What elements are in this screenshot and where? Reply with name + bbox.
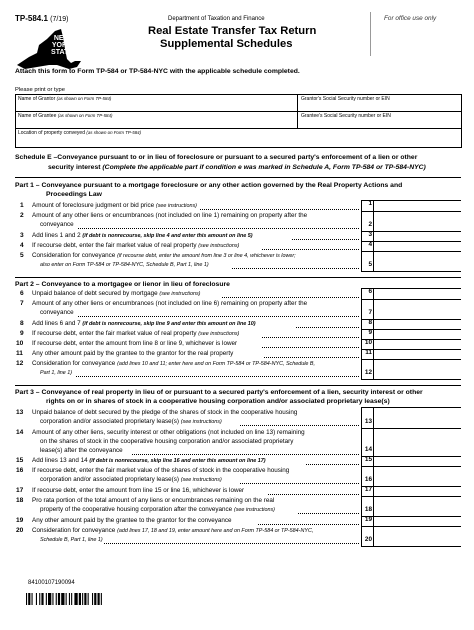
line-7-description: Amount of any other liens or encumbrances (not included on line 6) remaining on property after the bbox=[32, 300, 308, 307]
line-box-label: 19 bbox=[361, 516, 373, 526]
line-11-description: Any other amount paid by the grantee to the grantor for the real property bbox=[32, 350, 234, 357]
grantor-name-label-wrap bbox=[18, 97, 111, 102]
line-4-amount-input[interactable] bbox=[373, 241, 461, 251]
line-14-amount-input[interactable] bbox=[373, 428, 461, 456]
line-5-amount-input[interactable] bbox=[373, 251, 461, 271]
grantor-name-field[interactable] bbox=[15, 95, 297, 111]
line-box-label: 15 bbox=[361, 456, 373, 466]
line-text: corporation and/or associated proprietary lease(s) bbox=[40, 418, 179, 425]
line-1-description bbox=[32, 203, 197, 209]
line-text: Consideration for conveyance bbox=[32, 252, 116, 259]
leader-dots bbox=[264, 357, 359, 358]
line-box-label: 4 bbox=[361, 241, 373, 251]
line-number: 14 bbox=[16, 429, 24, 436]
line-number: 15 bbox=[16, 457, 24, 464]
line-number: 9 bbox=[20, 330, 24, 337]
line-text: Consideration for conveyance bbox=[32, 360, 116, 367]
leader-dots bbox=[292, 239, 359, 240]
line-text: Add lines 6 and 7 bbox=[32, 320, 81, 327]
line-14-description-cont: on the shares of stock in the cooperative housing corporation and/or associated proprietary bbox=[40, 438, 294, 445]
line-box-label: 6 bbox=[361, 288, 373, 299]
line-7-description-cont: conveyance bbox=[40, 309, 74, 316]
leader-dots bbox=[306, 464, 359, 465]
logo-line-2: YORK bbox=[51, 42, 73, 49]
row-divider bbox=[361, 271, 461, 272]
line-number: 12 bbox=[16, 360, 24, 367]
line-6-description bbox=[32, 291, 200, 297]
leader-dots bbox=[268, 494, 359, 495]
line-note: (see instructions) bbox=[180, 477, 222, 483]
line-8-description bbox=[32, 321, 256, 327]
line-12-description bbox=[32, 361, 315, 367]
office-use-divider bbox=[370, 12, 371, 56]
barcode-icon bbox=[26, 593, 150, 605]
line-19-amount-input[interactable] bbox=[373, 516, 461, 526]
grantee-name-note: (as shown on Form TP-584) bbox=[57, 113, 113, 118]
part2-divider bbox=[15, 385, 461, 386]
barcode-number: 84100107190094 bbox=[28, 580, 75, 586]
grantee-name-field[interactable] bbox=[15, 112, 297, 128]
grantee-ssn-field[interactable] bbox=[298, 112, 460, 128]
part3-heading-2: rights on or in shares of stock in a cooperative housing corporation and/or associated proprietary lease(s) bbox=[46, 398, 390, 405]
line-3-amount-input[interactable] bbox=[373, 231, 461, 241]
line-7-amount-input[interactable] bbox=[373, 299, 461, 319]
row-divider bbox=[361, 546, 461, 547]
schedule-e-heading-2 bbox=[48, 165, 426, 172]
barcode bbox=[26, 592, 150, 604]
line-20-amount-input[interactable] bbox=[373, 526, 461, 546]
line-5-description bbox=[32, 253, 296, 259]
line-box-label: 8 bbox=[361, 319, 373, 329]
logo-text bbox=[47, 35, 77, 56]
line-note: (see instructions) bbox=[155, 203, 197, 209]
line-number: 20 bbox=[16, 527, 24, 534]
line-19-description: Any other amount paid by the grantee to the grantor for the conveyance bbox=[32, 517, 232, 524]
row-divider bbox=[361, 379, 461, 380]
print-or-type-note: Please print or type bbox=[15, 87, 65, 93]
grantee-ssn-label: Grantee's Social Security number or EIN bbox=[301, 113, 391, 119]
attach-instruction: Attach this form to Form TP-584 or TP-584-NYC with the applicable schedule completed. bbox=[15, 68, 300, 75]
line-number: 11 bbox=[16, 350, 23, 357]
line-note: (add lines 17, 18 and 19, enter amount here and on Form TP-584 or TP-584-NYC, bbox=[117, 528, 314, 534]
line-2-amount-input[interactable] bbox=[373, 211, 461, 231]
line-text: Consideration for conveyance bbox=[32, 527, 116, 534]
line-note: (add lines 10 and 11; enter here and on Form TP-584 or TP-584-NYC, Schedule B, bbox=[117, 361, 316, 367]
line-box-label: 10 bbox=[361, 339, 373, 349]
line-number: 7 bbox=[20, 300, 24, 307]
leader-dots bbox=[222, 297, 359, 298]
line-box-label: 3 bbox=[361, 231, 373, 241]
line-13-description-cont bbox=[40, 419, 222, 425]
schedule-e-heading-1: Schedule E –Conveyance pursuant to or in lieu of foreclosure or pursuant to a secured party's enforcement of a lien or other bbox=[15, 154, 418, 161]
line-14-description: Amount of any other liens, security interest or other obligations (not included on line 13) remaining bbox=[32, 429, 305, 436]
line-text: Unpaid balance of debt secured by mortgage bbox=[32, 290, 158, 297]
leader-dots bbox=[296, 327, 359, 328]
line-number: 4 bbox=[20, 242, 24, 249]
leader-dots bbox=[200, 209, 359, 210]
line-number: 18 bbox=[16, 497, 24, 504]
line-2-description-cont: conveyance bbox=[40, 221, 74, 228]
line-number: 2 bbox=[20, 212, 24, 219]
line-9-description bbox=[32, 331, 239, 337]
form-revision: (7/19) bbox=[50, 16, 69, 23]
leader-dots bbox=[232, 268, 359, 269]
leader-dots bbox=[258, 524, 359, 525]
line-15-description bbox=[32, 458, 266, 464]
grantee-name-label-wrap bbox=[18, 114, 112, 119]
line-16-description: If recourse debt, enter the fair market value of the shares of stock in the cooperative housing bbox=[32, 467, 290, 474]
line-number: 19 bbox=[16, 517, 24, 524]
grantor-name-label: Name of Grantor bbox=[18, 96, 56, 102]
line-number: 16 bbox=[16, 467, 24, 474]
leader-dots bbox=[298, 513, 359, 514]
line-17-amount-input[interactable] bbox=[373, 486, 461, 496]
line-note: (see instructions) bbox=[198, 243, 240, 249]
line-9-amount-input[interactable] bbox=[373, 329, 461, 339]
line-16-description-cont bbox=[40, 477, 222, 483]
line-12-note-cont: Part 1, line 1) bbox=[40, 370, 73, 376]
line-18-description: Pro rata portion of the total amount of any liens or encumbrances remaining on the real bbox=[32, 497, 275, 504]
logo-line-1: NEW bbox=[53, 35, 71, 42]
line-number: 8 bbox=[20, 320, 24, 327]
property-location-label: Location of property conveyed bbox=[18, 130, 85, 136]
line-note: (see instructions) bbox=[159, 291, 201, 297]
department-name: Department of Taxation and Finance bbox=[168, 16, 265, 22]
line-note: (if debt is nonrecourse, skip line 9 and enter this amount on line 10) bbox=[82, 321, 256, 327]
schedule-e-heading-2-italic: (Complete the applicable part if condition e was marked in Schedule A, Form TP-584 or TP-584-NYC) bbox=[102, 164, 426, 171]
line-text: If recourse debt, enter the fair market value of real property bbox=[32, 330, 197, 337]
line-note: (if recourse debt, enter the amount from line 3 or line 4, whichever is lower; bbox=[117, 253, 296, 259]
part1-heading-2: Proceedings Law bbox=[46, 191, 102, 198]
schedule-e-divider bbox=[15, 177, 461, 178]
line-text: property of the cooperative housing corporation after the conveyance bbox=[40, 506, 233, 513]
line-number: 10 bbox=[16, 340, 24, 347]
line-1-amount-input[interactable] bbox=[373, 200, 461, 211]
line-text: If recourse debt, enter the fair market value of real property bbox=[32, 242, 197, 249]
part3-heading-1: Part 3 – Conveyance of real property in lieu of or pursuant to a secured party's enforcement of a lien, security interest or other bbox=[15, 389, 423, 396]
leader-dots bbox=[132, 454, 359, 455]
form-title-line-1: Real Estate Transfer Tax Return bbox=[148, 25, 317, 37]
line-box-label: 13 bbox=[361, 407, 373, 428]
line-box-label: 17 bbox=[361, 486, 373, 496]
leader-dots bbox=[76, 376, 359, 377]
leader-dots bbox=[240, 483, 359, 484]
line-box-label: 11 bbox=[361, 349, 373, 359]
line-11-amount-input[interactable] bbox=[373, 349, 461, 359]
line-number: 5 bbox=[20, 252, 24, 259]
form-id-number: TP-584.1 bbox=[15, 14, 48, 23]
line-box-label: 18 bbox=[361, 496, 373, 516]
line-6-amount-input[interactable] bbox=[373, 288, 461, 299]
line-box-label: 7 bbox=[361, 299, 373, 319]
line-text: corporation and/or associated proprietary lease(s) bbox=[40, 476, 179, 483]
line-text: Amount of foreclosure judgment or bid price bbox=[32, 202, 155, 209]
line-13-description: Unpaid balance of debt secured by the pledge of the shares of stock in the cooperative housing bbox=[32, 409, 298, 416]
line-10-amount-input[interactable] bbox=[373, 339, 461, 349]
line-18-description-cont bbox=[40, 507, 275, 513]
grantor-name-note: (as shown on Form TP-584) bbox=[56, 96, 112, 101]
grantor-ssn-field[interactable] bbox=[298, 95, 460, 111]
line-13-amount-input[interactable] bbox=[373, 407, 461, 428]
logo-line-3: STATE bbox=[51, 49, 73, 56]
grantee-name-label: Name of Grantee bbox=[18, 113, 57, 119]
line-box-label: 20 bbox=[361, 526, 373, 546]
leader-dots bbox=[78, 228, 359, 229]
leader-dots bbox=[240, 425, 359, 426]
line-12-amount-input[interactable] bbox=[373, 359, 461, 379]
line-note: (see instructions) bbox=[198, 331, 240, 337]
line-note: (if debt is nonrecourse, skip line 16 and enter this amount on line 17) bbox=[89, 458, 266, 464]
line-note: (see instructions) bbox=[180, 419, 222, 425]
line-box-label: 1 bbox=[361, 200, 373, 211]
line-number: 3 bbox=[20, 232, 24, 239]
property-location-note: (as shown on Form TP-584) bbox=[86, 130, 142, 135]
line-text: Add lines 13 and 14 bbox=[32, 457, 88, 464]
line-box-label: 16 bbox=[361, 466, 373, 486]
leader-dots bbox=[78, 316, 359, 317]
line-box-label: 12 bbox=[361, 359, 373, 379]
part1-heading-1: Part 1 – Conveyance pursuant to a mortgage foreclosure or any other action governed by the Real Property Actions and bbox=[15, 182, 403, 189]
line-number: 13 bbox=[16, 409, 24, 416]
line-note: (see instructions) bbox=[233, 507, 275, 513]
form-title-line-2: Supplemental Schedules bbox=[160, 38, 293, 50]
line-2-description: Amount of any other liens or encumbrances (not included on line 1) remaining on property after the bbox=[32, 212, 308, 219]
property-location-field[interactable] bbox=[15, 129, 460, 146]
line-10-description: If recourse debt, enter the amount from line 8 or line 9, whichever is lower bbox=[32, 340, 238, 347]
line-17-description: If recourse debt, enter the amount from line 15 or line 16, whichever is lower bbox=[32, 487, 245, 494]
ny-state-logo bbox=[15, 27, 87, 73]
line-number: 6 bbox=[20, 290, 24, 297]
schedule-e-heading-2-plain: security interest bbox=[48, 164, 103, 171]
line-5-note-cont: also enter on Form TP-584 or TP-584-NYC, Schedule B, Part 1, line 1) bbox=[40, 262, 209, 268]
line-18-amount-input[interactable] bbox=[373, 496, 461, 516]
line-box-label: 2 bbox=[361, 211, 373, 231]
line-box-label: 14 bbox=[361, 428, 373, 456]
grantor-ssn-label: Grantor's Social Security number or EIN bbox=[301, 96, 390, 102]
form-id bbox=[15, 15, 68, 23]
line-16-amount-input[interactable] bbox=[373, 466, 461, 486]
line-20-note-cont: Schedule B, Part 1, line 1) bbox=[40, 537, 103, 543]
line-box-label: 5 bbox=[361, 251, 373, 271]
line-number: 17 bbox=[16, 487, 24, 494]
line-4-description bbox=[32, 243, 239, 249]
line-8-amount-input[interactable] bbox=[373, 319, 461, 329]
line-15-amount-input[interactable] bbox=[373, 456, 461, 466]
line-box-label: 9 bbox=[361, 329, 373, 339]
line-14-description-cont-2: lease(s) after the conveyance bbox=[40, 447, 123, 454]
office-use-label: For office use only bbox=[384, 15, 437, 22]
property-location-label-wrap bbox=[18, 131, 141, 136]
leader-dots bbox=[262, 337, 359, 338]
line-note: (if debt is nonrecourse, skip line 4 and enter this amount on line 5) bbox=[82, 233, 253, 239]
leader-dots bbox=[262, 249, 359, 250]
part1-divider bbox=[15, 277, 461, 278]
leader-dots bbox=[262, 347, 359, 348]
part2-heading: Part 2 – Conveyance to a mortgagee or lienor in lieu of foreclosure bbox=[15, 281, 230, 288]
line-number: 1 bbox=[20, 202, 24, 209]
line-20-description bbox=[32, 528, 313, 534]
line-3-description bbox=[32, 233, 253, 239]
line-text: Add lines 1 and 2 bbox=[32, 232, 81, 239]
leader-dots bbox=[104, 543, 359, 544]
